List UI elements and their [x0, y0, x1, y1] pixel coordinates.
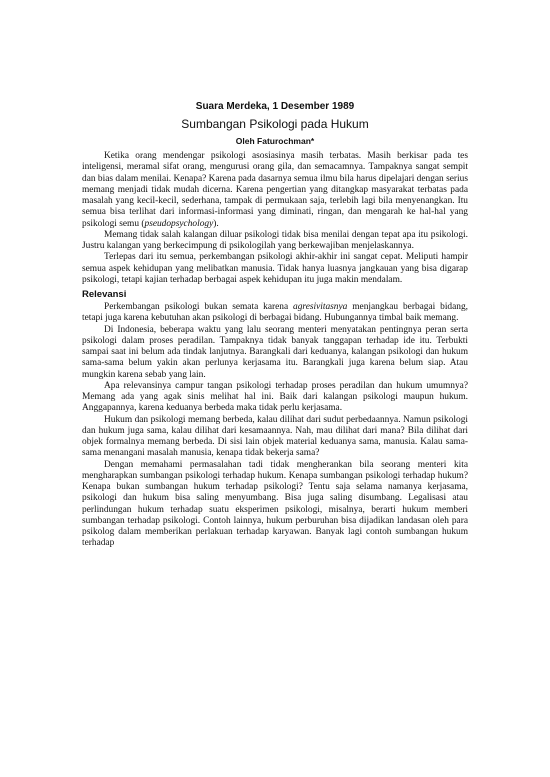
paragraph: Dengan memahami permasalahan tadi tidak mengherankan bila seorang menteri kita mengharapkan sumbangan psikologi terhadap hukum. Kenapa sumbangan psikologi terhadap hukum? Kenapa bukan sumbangan hukum terhadap psikologi? Tentu saja selama namanya kerjasama, psikologi dan hukum bisa saling menyumbang. Bisa juga saling disumbang. Legalisasi atau perlindungan hukum terhadap suatu eksperimen psikologi, misalnya, berarti hukum memberi sumbangan terhadap psikologi. Contoh lainnya, hukum perburuhan bisa dijadikan landasan oleh para psikolog dalam memberikan perlakuan terhadap karyawan. Banyak lagi contoh sumbangan hukum terhadap: [82, 459, 468, 549]
section-heading: Relevansi: [82, 289, 127, 300]
paragraph: Memang tidak salah kalangan diluar psikologi tidak bisa menilai dengan tepat apa itu psikologi. Justru kalangan yang berkecimpung di psikologilah yang berkewajiban menjelaskannya.: [82, 229, 468, 251]
emphasis: agresivitasnya: [293, 302, 348, 312]
paragraph: Ketika orang mendengar psikologi asosiasinya masih terbatas. Masih berkisar pada tes inteligensi, meramal sifat orang, mengurusi orang gila, dan semacamnya. Tampaknya sangat sempit dan bias dalam menilai. Kenapa? Karena pada dasarnya semua ilmu bila harus dipelajari dengan serius memang menjadi tidak mudah dicerna. Karena pengertian yang ditangkap masyarakat terbatas pada masalah yang kecil-kecil, sederhana, tampak di permukaan saja, terlebih lagi bila menyenangkan. Itu semua bisa terlihat dari informasi-informasi yang diminati, ringan, dan mengarah ke hal-hal yang psikologi semu (pseudopsychology).: [82, 151, 468, 229]
emphasis: pseudopsychology: [144, 218, 214, 229]
article: [82, 100, 468, 550]
paragraph: Terlepas dari itu semua, perkembangan psikologi akhir-akhir ini sangat cepat. Meliputi hampir semua aspek kehidupan yang melibatkan manusia. Tidak hanya luasnya jangkauan yang bisa digarap psikologi, tetapi kajian terhadap berbagai aspek kehidupan itu juga makin mendalam.: [82, 252, 468, 285]
author-line: Oleh Faturochman*: [235, 136, 315, 146]
paragraph: Di Indonesia, beberapa waktu yang lalu seorang menteri menyatakan pentingnya peran serta psikologi dalam proses peradilan. Tampaknya tidak banyak tanggapan terhadap ide itu. Terbukti sampai saat ini belum ada tindak lanjutnya. Barangkali dari keduanya, kalangan psikologi dan hukum sama-sama belum yakin akan perlunya kerjasama itu. Barangkali juga karena belum siap. Atau mungkin karena sebab yang lain.: [82, 324, 468, 380]
paragraph: Apa relevansinya campur tangan psikologi terhadap proses peradilan dan hukum umumnya? Memang ada yang agak sinis melihat hal ini. Baik dari kalangan psikologi maupun hukum. Anggapannya, karena keduanya berbeda maka tidak perlu kerjasama.: [82, 380, 468, 414]
article-title: Sumbangan Psikologi pada Hukum: [181, 117, 369, 131]
paragraph: Perkembangan psikologi bukan semata karena agresivitasnya menjangkau berbagai bidang, tetapi juga karena kebutuhan akan psikologi di berbagai bidang. Hubungannya timbal baik memang.: [82, 302, 468, 324]
source-line: Suara Merdeka, 1 Desember 1989: [195, 101, 355, 112]
article-body: [82, 151, 468, 550]
paragraph: Hukum dan psikologi memang berbeda, kalau dilihat dari sudut perbedaannya. Namun psikologi dan hukum juga sama, kalau dilihat dari kesamaannya. Nah, mau dilihat dari mana? Bila dilihat dari objek formalnya memang berbeda. Di sisi lain objek material keduanya sama, manusia. Kalau sama-sama menangani masalah manusia, kenapa tidak bekerja sama?: [82, 414, 468, 459]
